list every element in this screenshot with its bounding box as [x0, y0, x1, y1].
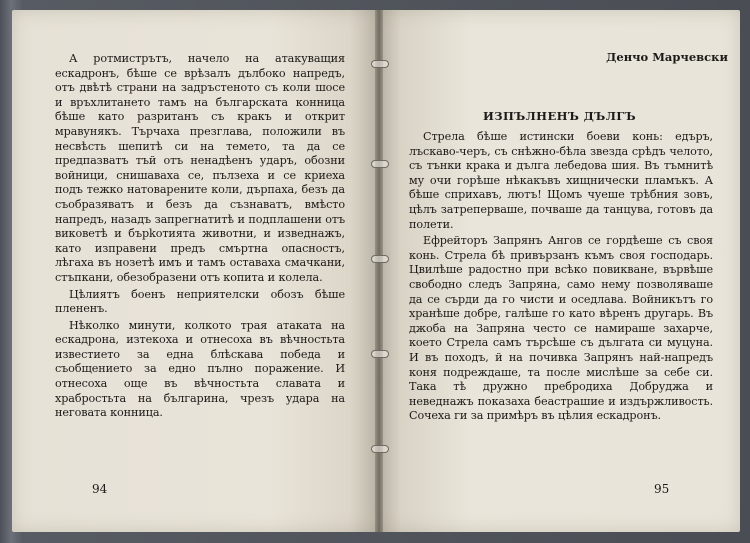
binding-stitch — [371, 255, 389, 263]
left-paragraph-1: А ротмистрътъ, начело на атакуващия ескадронъ, бѣше се врѣзалъ дълбоко напредъ, отъ двѣтѣ страни на задръстеното съ коли шосе и връхлитането тамъ на българската конница бѣше като разританъ съ кракъ и открит мравунякъ. Търчаха презглава, положили въ несвѣсть шепитѣ си на темето, та да се предпазватъ тъй отъ ненадѣенъ ударъ, обозни войници, снишаваха се, пълзеха и се криеха подъ тежко натоварените коли, дърпаха, безъ да съобразяватъ и безъ да съзнаватъ, вмѣсто напредъ, назадъ запрегнатитѣ и подплашени отъ виковетѣ и бърkотията животни, и изведнажъ, като изправени предъ смъртна опасностъ, лѣгаха въ нозетѣ имъ и тамъ оставаха смачкани, стъпкани, обезобразени отъ копита и колела. — [55, 52, 345, 284]
binding-stitch — [371, 350, 389, 358]
right-paragraph-1: Стрела бѣше истински боеви конь: едъръ, лъскаво-черъ, съ снѣжно-бѣла звезда срѣдъ челото, съ тънки крака и дълга лебедова шия. Въ тъмнитѣ му очи горѣше нѣкакъвъ хищнически пламъкъ. А бѣше сприхавъ, лютъ! Щомъ чуеше трѣбния зовъ, цѣлъ затреперваше, почваше да танцува, готовъ да полети. — [409, 130, 713, 231]
right-page — [379, 10, 740, 532]
left-page-text — [55, 52, 345, 421]
binding-stitch — [371, 60, 389, 68]
left-page-number: 94 — [92, 482, 108, 496]
running-header: Денчо Марчевски — [606, 50, 728, 64]
left-paragraph-2: Цѣлиятъ боенъ неприятелски обозъ бѣше плененъ. — [55, 287, 345, 316]
right-page-text — [409, 130, 713, 424]
binding-stitch — [371, 160, 389, 168]
binding-stitch — [371, 445, 389, 453]
chapter-title: ИЗПЪЛНЕНЪ ДЪЛГЪ — [482, 109, 637, 123]
left-paragraph-3: Нѣколко минути, колкото трая атаката на ескадрона, изтекоха и отнесоха въ вѣчностьта известието за една блѣскава победа и съобщението за едно пълно поражение. И отнесоха още въ вѣчностьта славата и храбростьта на българина, чрезъ удара на неговата конница. — [55, 318, 345, 420]
right-paragraph-2: Ефрейторъ Запрянъ Ангов се гордѣеше съ своя конь. Стрела бѣ привързанъ къмъ своя господарь. Цвилѣше радостно при всѣко повикване, вървѣше свободно следъ Запряна, само нему позволяваше да се сърди да го чисти и оседлава. Войникътъ го хранѣше добре, галѣше го като вѣренъ другарь. Въ джоба на Запряна често се намираше захарче, което Стрела самъ търсѣше съ дългата си муцуна. И въ походъ, й на почивка Запрянъ най-напредъ коня подреждаше, та после мислѣше за себе си. Така тѣ дружно пребродиха Добруджа и неведнажъ показаха беастрашие и издържливость. Сочеха ги за примѣръ въ цѣлия ескадронъ. — [409, 234, 713, 423]
right-page-number: 95 — [654, 482, 670, 496]
left-page — [12, 10, 379, 532]
book-spine — [375, 10, 383, 532]
